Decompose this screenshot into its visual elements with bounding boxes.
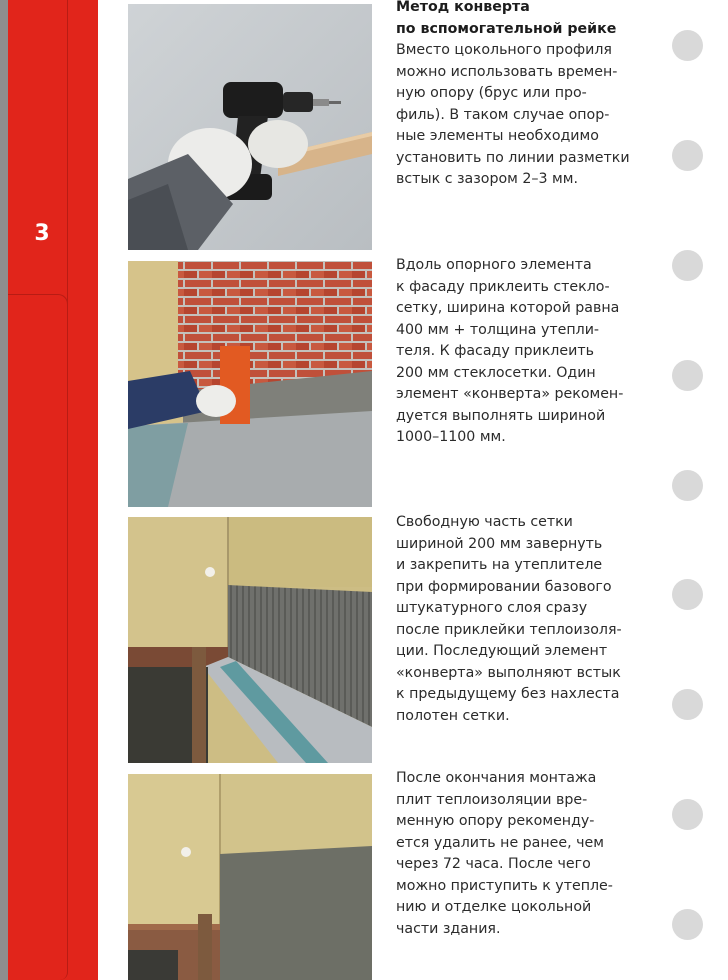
photo-drill-batten: [128, 4, 372, 250]
text-line: встык с зазором 2–3 мм.: [396, 171, 578, 187]
text-line: элемент «конверта» рекомен-: [396, 386, 624, 402]
text-line: части здания.: [396, 920, 501, 937]
text-line: 200 мм стеклосетки. Один: [396, 364, 596, 381]
text-line: к фасаду приклеить стекло-: [396, 278, 610, 295]
step-1-text: [396, 0, 656, 191]
text-line: можно приступить к утепле-: [396, 877, 613, 894]
step-4-text: [396, 768, 656, 940]
text-line: можно использовать времен-: [396, 63, 618, 80]
margin-dot: [672, 30, 703, 61]
text-line: менную опору рекоменду-: [396, 813, 595, 829]
section-tab-outline: [8, 0, 68, 980]
text-line: ется удалить не ранее, чем: [396, 834, 604, 851]
text-line: при формировании базового: [396, 578, 612, 595]
step-heading: Метод конверта: [396, 0, 530, 15]
text-line: 400 мм + толщина утепли-: [396, 321, 600, 338]
margin-dot: [672, 909, 703, 940]
text-line: ные элементы необходимо: [396, 128, 599, 144]
text-line: Вместо цокольного профиля: [396, 42, 612, 58]
step-heading: по вспомогательной рейке: [396, 20, 617, 37]
text-line: штукатурного слоя сразу: [396, 600, 588, 616]
text-line: шириной 200 мм завернуть: [396, 535, 603, 552]
text-line: после приклейки теплоизоля-: [396, 621, 622, 638]
text-line: ную опору (брус или про-: [396, 85, 587, 101]
text-line: плит теплоизоляции вре-: [396, 791, 588, 808]
margin-dot: [672, 579, 703, 610]
text-line: сетку, ширина которой равна: [396, 300, 620, 316]
step-3-text: [396, 512, 656, 727]
photo-mesh-on-brick: [128, 261, 372, 507]
photo-folded-mesh: [128, 517, 372, 763]
text-line: «конверта» выполняют встык: [396, 664, 621, 681]
text-line: После окончания монтажа: [396, 770, 597, 786]
section-tab-separator: [8, 294, 68, 314]
text-line: 1000–1100 мм.: [396, 429, 506, 445]
text-line: и закрепить на утеплителе: [396, 557, 603, 573]
page-edge-strip: [0, 0, 8, 980]
text-line: ции. Последующий элемент: [396, 643, 608, 659]
text-line: теля. К фасаду приклеить: [396, 343, 594, 359]
margin-dot: [672, 140, 703, 171]
step-2-text: [396, 255, 656, 449]
text-line: Вдоль опорного элемента: [396, 257, 592, 273]
photo-finished-plaster: [128, 774, 372, 980]
text-line: через 72 часа. После чего: [396, 856, 591, 872]
text-line: нию и отделке цокольной: [396, 899, 592, 915]
margin-dot: [672, 799, 703, 830]
text-line: филь). В таком случае опор-: [396, 106, 610, 123]
text-line: полотен сетки.: [396, 707, 510, 724]
text-line: установить по линии разметки: [396, 149, 630, 166]
text-line: дуется выполнять шириной: [396, 407, 606, 424]
section-number[interactable]: 3: [34, 221, 50, 246]
margin-dot: [672, 689, 703, 720]
margin-dot: [672, 250, 703, 281]
margin-dot: [672, 360, 703, 391]
margin-dot: [672, 470, 703, 501]
text-line: к предыдущему без нахлеста: [396, 686, 620, 702]
text-line: Свободную часть сетки: [396, 514, 573, 530]
